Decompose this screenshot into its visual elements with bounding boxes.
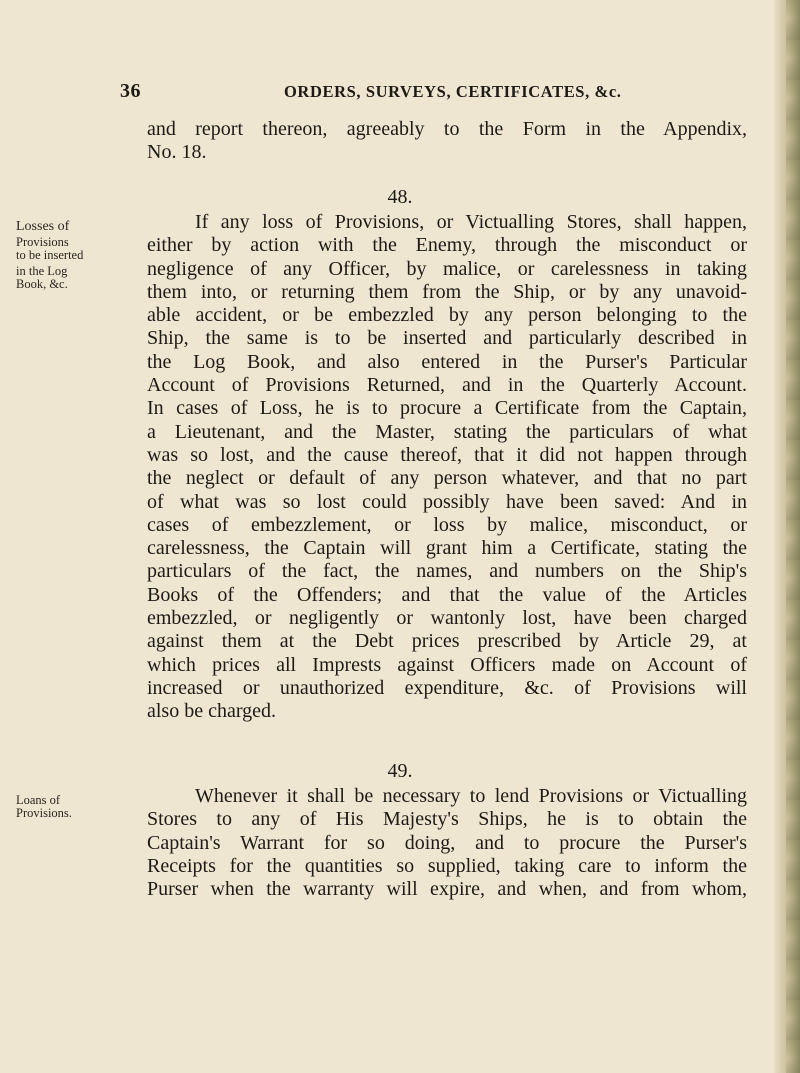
text-line: Stores to any of His Majesty's Ships, he is to obtain the: [147, 808, 747, 831]
margin-note-losses: [16, 220, 144, 291]
text-line: was so lost, and the cause thereof, that it did not happen through: [147, 443, 747, 466]
text-line: Captain's Warrant for so doing, and to procure the Purser's: [147, 831, 747, 854]
margin-note-line: Book, &c.: [16, 277, 68, 291]
text-line: which prices all Imprests against Officers made on Account of: [147, 653, 747, 676]
text-line: Ship, the same is to be inserted and particularly described in: [147, 327, 747, 350]
text-line: a Lieutenant, and the Master, stating the particulars of what: [147, 420, 747, 443]
text-line: and report thereon, agreeably to the Form in the Appendix,: [147, 118, 747, 140]
text-line: No. 18.: [147, 141, 207, 164]
article-48-paragraph: [147, 211, 747, 724]
text-line: In cases of Loss, he is to procure a Certificate from the Captain,: [147, 397, 747, 420]
text-line: Receipts for the quantities so supplied, taking care to inform the: [147, 854, 747, 877]
page-header: [0, 80, 800, 104]
text-line: the Log Book, and also entered in the Purser's Particular: [147, 350, 747, 373]
margin-note-loans: [16, 794, 144, 820]
text-line: either by action with the Enemy, through the misconduct or: [147, 234, 747, 257]
margin-note-line: to be inserted: [16, 248, 84, 262]
text-line: Account of Provisions Returned, and in the Quarterly Account.: [147, 374, 747, 397]
text-line: Purser when the warranty will expire, and when, and from whom,: [147, 878, 747, 901]
margin-note-line: in the Log: [16, 264, 68, 278]
text-line: If any loss of Provisions, or Victualling Stores, shall happen,: [195, 211, 747, 233]
margin-note-line: Losses of: [16, 219, 70, 234]
page-edge-stain: [786, 0, 800, 1073]
page-number: 36: [120, 80, 141, 102]
text-line: Whenever it shall be necessary to lend Provisions or Victualling: [195, 785, 747, 807]
article-49-paragraph: [147, 785, 747, 901]
text-line: them into, or returning them from the Ship, or by any unavoid-: [147, 280, 747, 303]
margin-note-line: Provisions: [16, 235, 69, 249]
margin-note-line: Provisions.: [16, 806, 72, 820]
text-line: embezzled, or negligently or wantonly lost, have been charged: [147, 607, 747, 630]
text-line: the neglect or default of any person whatever, and that no part: [147, 467, 747, 490]
text-line: Books of the Offenders; and that the value of the Articles: [147, 583, 747, 606]
article-number-49: 49.: [387, 760, 413, 782]
text-line: cases of embezzlement, or loss by malice, misconduct, or: [147, 513, 747, 536]
running-head: ORDERS, SURVEYS, CERTIFICATES, &c.: [284, 82, 622, 101]
margin-note-line: Loans of: [16, 793, 61, 807]
text-line: of what was so lost could possibly have been saved: And in: [147, 490, 747, 513]
text-line: against them at the Debt prices prescribed by Article 29, at: [147, 630, 747, 653]
text-line: also be charged.: [147, 700, 277, 723]
text-line: able accident, or be embezzled by any person belonging to the: [147, 304, 747, 327]
intro-paragraph: [147, 118, 747, 165]
text-line: carelessness, the Captain will grant him a Certificate, stating the: [147, 537, 747, 560]
text-line: negligence of any Officer, by malice, or carelessness in taking: [147, 257, 747, 280]
text-line: particulars of the fact, the names, and numbers on the Ship's: [147, 560, 747, 583]
article-number-48: 48.: [387, 186, 413, 208]
text-line: increased or unauthorized expenditure, &c. of Provisions will: [147, 676, 747, 699]
